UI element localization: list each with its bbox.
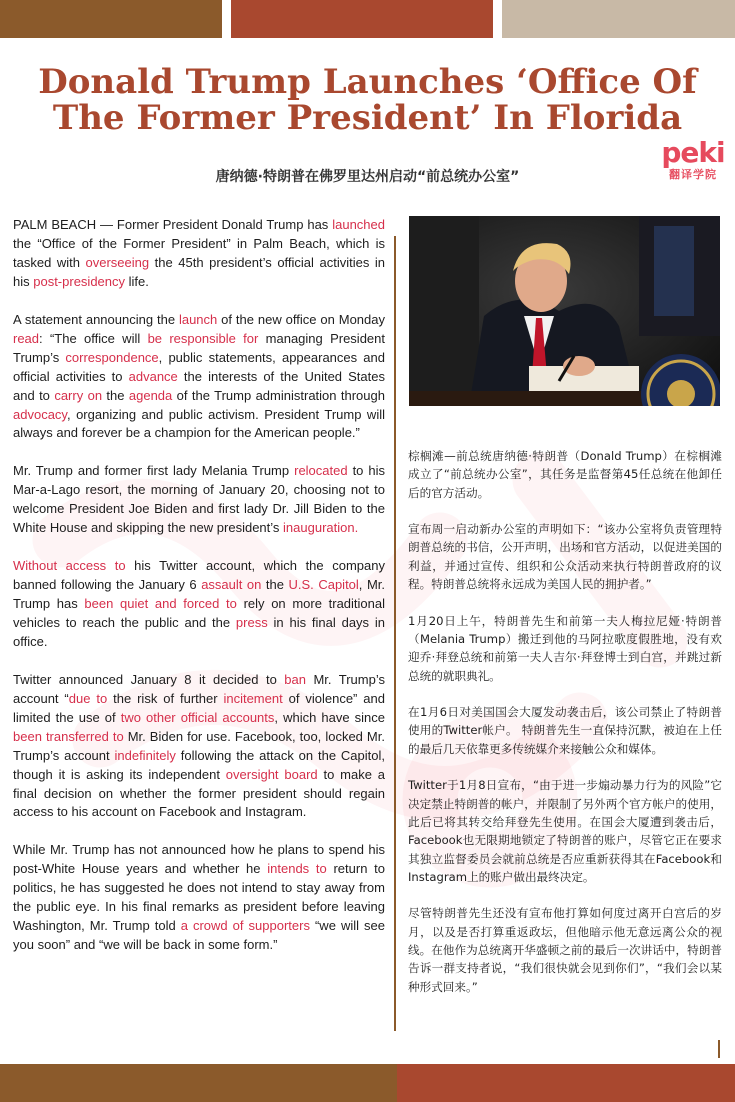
paragraph-text: life.: [125, 273, 149, 289]
highlighted-term: correspondence: [65, 349, 159, 365]
highlighted-term: read: [13, 330, 40, 346]
highlighted-term: Without access to: [13, 558, 126, 574]
bottom-bar-right: [397, 1064, 735, 1102]
english-paragraph: [13, 462, 385, 538]
highlighted-term: launched: [332, 217, 385, 232]
chinese-paragraph: 宣布周一启动新办公室的声明如下：“该办公室将负责管理特朗普总统的书信，公开声明，出场和官方活动，以促进美国的利益，并通过宣传、组织和公众活动来执行特朗普政府的议程。特朗普总统将永远成为美国人民的拥护者。”: [408, 522, 722, 592]
highlighted-term: a crowd of supporters: [180, 918, 310, 934]
highlighted-term: post-presidency: [33, 273, 126, 289]
paragraph-text: to his Mar-a-Lago resort, the morning of January 20, choosing not to welcome President Joe Biden and first lady Dr. Jill Biden to the White House and skipping the new president’s: [13, 463, 386, 536]
article-photo: [409, 216, 720, 406]
chinese-paragraph: Twitter于1月8日宣布，“由于进一步煽动暴力行为的风险”它决定禁止特朗普的帐户，并限制了另外两个官方帐户的使用，此后已将其转交给拜登先生使用。在国会大厦遭到袭击后，Facebook也无限期地锁定了特朗普的账户，尽管它正在要求其独立监督委员会就前总统是否应重新获得其在Facebook和Instagram上的账户做出最终决定。: [408, 778, 722, 884]
logo-word: peki: [661, 136, 725, 169]
highlighted-term: carry on: [54, 387, 103, 403]
paragraph-text: in his final days in office.: [13, 614, 385, 649]
top-bar-right: [502, 0, 735, 38]
highlighted-term: assault on: [201, 577, 262, 593]
logo-subtitle: 翻译学院: [669, 168, 717, 181]
page-title: Donald Trump Launches ‘Office Of The Former President’ In Florida: [38, 62, 697, 138]
highlighted-term: two other official accounts: [120, 709, 275, 725]
highlighted-term: been quiet and forced to: [84, 596, 237, 612]
highlighted-term: oversight board: [225, 766, 318, 782]
paragraph-text: A statement announcing the: [13, 311, 179, 327]
highlighted-term: intends to: [267, 861, 327, 877]
chinese-paragraph: 1月20日上午，特朗普先生和前第一夫人梅拉尼娅·特朗普（Melania Trump）搬迁到他的马阿拉歌度假胜地，没有欢迎乔·拜登总统和前第一夫人吉尔·拜登博士到白宫，并跳过新总统的就职典礼。: [408, 613, 722, 683]
paragraph-text: While Mr. Trump has not announced how he plans to spend his post-White House years and whether he: [13, 842, 385, 877]
chinese-paragraph: 尽管特朗普先生还没有宣布他打算如何度过离开白宫后的岁月，以及是否打算重返政坛，但他暗示他无意远离公众的视线。在他作为总统离开华盛顿之前的最后一次讲话中，特朗普告诉一群支持者说，“我们很快就会见到你们”，“我们会以某种形式回来。”: [408, 906, 722, 994]
highlighted-term: due to: [68, 690, 108, 706]
paragraph-text: of the new office on Monday: [217, 311, 385, 327]
paragraph-text: the risk of further: [107, 690, 224, 706]
paragraph-text: managing President Trump’s: [13, 330, 385, 365]
highlighted-term: been transferred to: [13, 728, 124, 744]
english-paragraph: [13, 311, 385, 444]
paragraph-text: , organizing and public activism. President Trump will always and forever be a champion for the American people.”: [13, 406, 385, 441]
column-divider-end: [718, 1040, 720, 1058]
paragraph-text: the 45th president’s official activities in his: [13, 254, 385, 289]
top-bar-left: [0, 0, 222, 38]
english-paragraph: [13, 671, 385, 823]
highlighted-term: advocacy: [13, 406, 67, 422]
english-paragraph: [13, 841, 385, 955]
paragraph-text: , public statements, appearances and official activities to: [13, 349, 385, 384]
paragraph-text: his Twitter account, which the company banned following the January 6: [13, 558, 385, 593]
highlighted-term: incitement: [223, 690, 283, 706]
column-divider: [394, 236, 396, 1031]
brand-logo: [656, 138, 730, 182]
paragraph-text: following the attack on the Capitol, though it is asking its independent: [13, 747, 385, 782]
paragraph-text: of violence” and limited the use of: [13, 690, 385, 725]
chinese-article: [408, 447, 722, 1014]
english-paragraph: [13, 557, 385, 652]
paragraph-text: Twitter announced January 8 it decided to: [13, 671, 285, 687]
paragraph-text: , which have since: [274, 709, 385, 725]
paragraph-text: the interests of the United States and to: [13, 368, 385, 403]
paragraph-text: rely on more traditional vehicles to reach the public and the: [13, 596, 385, 630]
paragraph-text: , Mr. Trump has: [13, 577, 385, 612]
paragraph-text: Mr. Biden for use. Facebook, too, locked Mr. Trump’s account: [13, 728, 385, 763]
highlighted-term: indefinitely: [114, 747, 176, 763]
highlighted-term: agenda: [128, 387, 173, 403]
english-article: [13, 216, 385, 974]
highlighted-term: U.S. Capitol: [288, 577, 359, 593]
paragraph-text: the: [261, 577, 289, 593]
paragraph-text: : “The office will: [39, 330, 148, 346]
highlighted-term: relocated: [294, 463, 348, 479]
paragraph-text: “we will see you soon” and “we will be back in some form.”: [13, 918, 385, 953]
highlighted-term: advance: [128, 368, 178, 384]
highlighted-term: ban: [284, 671, 306, 687]
highlighted-term: press: [235, 614, 268, 630]
paragraph-text: the “Office of the Former President” in Palm Beach, which is tasked with: [13, 235, 385, 270]
chinese-paragraph: 在1月6日对美国国会大厦发动袭击后，该公司禁止了特朗普使用的Twitter帐户。 特朗普先生一直保持沉默，被迫在上任的最后几天依靠更多传统媒介来接触公众和媒体。: [408, 705, 722, 756]
paragraph-text: to make a final decision on whether the former president should regain access to his account on Facebook and Instagram.: [13, 766, 385, 820]
chinese-paragraph: 棕榈滩—前总统唐纳德·特朗普（Donald Trump）在棕榈滩成立了“前总统办公室”，其任务是监督第45任总统在他卸任后的官方活动。: [408, 449, 722, 500]
bottom-bar-left: [0, 1064, 397, 1102]
paragraph-text: of the Trump administration through: [172, 387, 385, 403]
paragraph-text: Mr. Trump’s account “: [13, 671, 385, 706]
highlighted-term: overseeing: [85, 254, 150, 270]
highlighted-term: be responsible for: [147, 330, 259, 346]
paragraph-text: PALM BEACH — Former President Donald Trump has: [13, 217, 333, 232]
top-bar-middle: [231, 0, 493, 38]
chinese-subtitle: 唐纳德·特朗普在佛罗里达州启动“前总统办公室”: [215, 169, 520, 185]
paragraph-text: the: [102, 387, 129, 403]
highlighted-term: launch: [178, 311, 218, 327]
paragraph-text: Mr. Trump and former first lady Melania Trump: [13, 463, 295, 479]
highlighted-term: inauguration.: [283, 520, 359, 536]
english-paragraph: [13, 216, 385, 292]
paragraph-text: return to politics, he has suggested he does not intend to stay away from the public eye. In his final remarks as president before leaving Washington, Mr. Trump told: [13, 861, 386, 934]
trump-signing-illustration: [409, 216, 720, 406]
